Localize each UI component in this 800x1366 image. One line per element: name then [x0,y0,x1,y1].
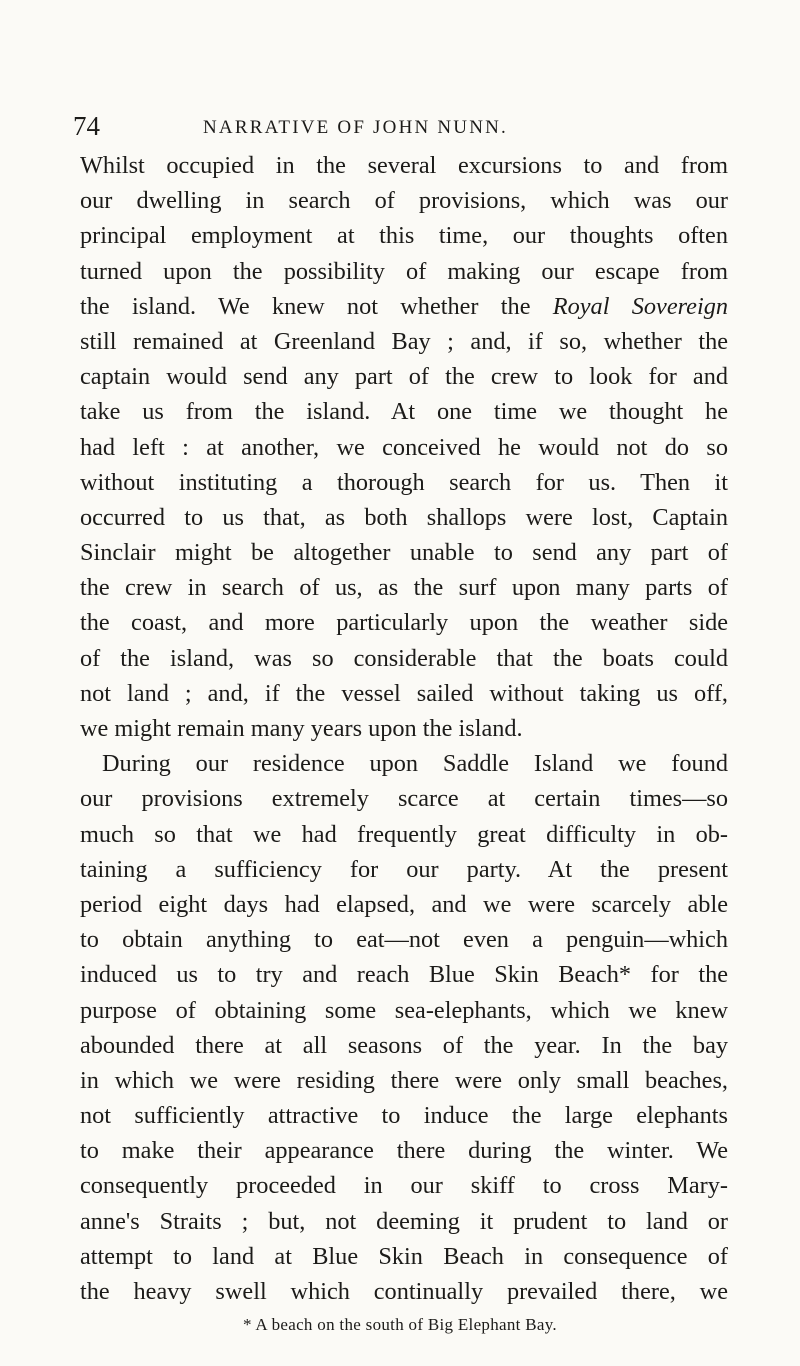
text-line: occurred to us that, as both shallops were lost, Captain [80,503,728,531]
running-head [73,108,733,144]
text-line: to obtain anything to eat—not even a penguin—which [80,926,728,954]
text-line: Whilst occupied in the several excursions to and from [80,152,728,179]
text-segment: the island. We knew not whether the [80,292,553,320]
text-line: period eight days had elapsed, and we were scarcely able [80,890,728,918]
text-line: principal employment at this time, our thoughts often [80,222,728,250]
text-line: taining a sufficiency for our party. At the present [80,855,728,883]
text-line: abounded there at all seasons of the year. In the bay [80,1031,728,1059]
paragraph-end-line: we might remain many years upon the island. [80,715,523,742]
paragraph-start-line: During our residence upon Saddle Island we found [102,750,728,778]
text-line: induced us to try and reach Blue Skin Beach* for the [80,961,728,989]
text-line-with-ship-name [80,289,728,324]
text-line: much so that we had frequently great difficulty in ob- [80,820,728,848]
text-line: purpose of obtaining some sea-elephants, which we knew [80,996,728,1024]
text-line: our dwelling in search of provisions, which was our [80,187,728,215]
text-line: of the island, was so considerable that the boats could [80,644,728,672]
text-line: without instituting a thorough search for us. Then it [80,468,728,496]
text-line: had left : at another, we conceived he would not do so [80,433,728,461]
text-line: our provisions extremely scarce at certain times—so [80,785,728,813]
running-title: NARRATIVE OF JOHN NUNN. [203,117,508,138]
text-line: take us from the island. At one time we thought he [80,398,728,426]
text-line: turned upon the possibility of making our escape from [80,257,728,285]
text-line: anne's Straits ; but, not deeming it prudent to land or [80,1207,728,1235]
text-line: captain would send any part of the crew to look for and [80,363,728,391]
text-line: to make their appearance there during the winter. We [80,1137,728,1165]
footnote: * A beach on the south of Big Elephant Bay. [243,1315,557,1334]
body-text [80,148,728,1309]
ship-name: Royal Sovereign [552,292,728,320]
text-line: in which we were residing there were only small beaches, [80,1066,728,1094]
text-line: Sinclair might be altogether unable to send any part of [80,539,728,567]
text-line: not land ; and, if the vessel sailed without taking us off, [80,679,728,707]
text-line: the coast, and more particularly upon the weather side [80,609,728,637]
text-line: not sufficiently attractive to induce the large elephants [80,1102,728,1130]
text-line: still remained at Greenland Bay ; and, if so, whether the [80,327,728,355]
text-line: the crew in search of us, as the surf upon many parts of [80,574,728,602]
page-number: 74 [73,111,100,141]
text-line: the heavy swell which continually prevailed there, we [80,1278,728,1305]
text-line: consequently proceeded in our skiff to cross Mary- [80,1172,728,1200]
text-line: attempt to land at Blue Skin Beach in consequence of [80,1242,728,1270]
